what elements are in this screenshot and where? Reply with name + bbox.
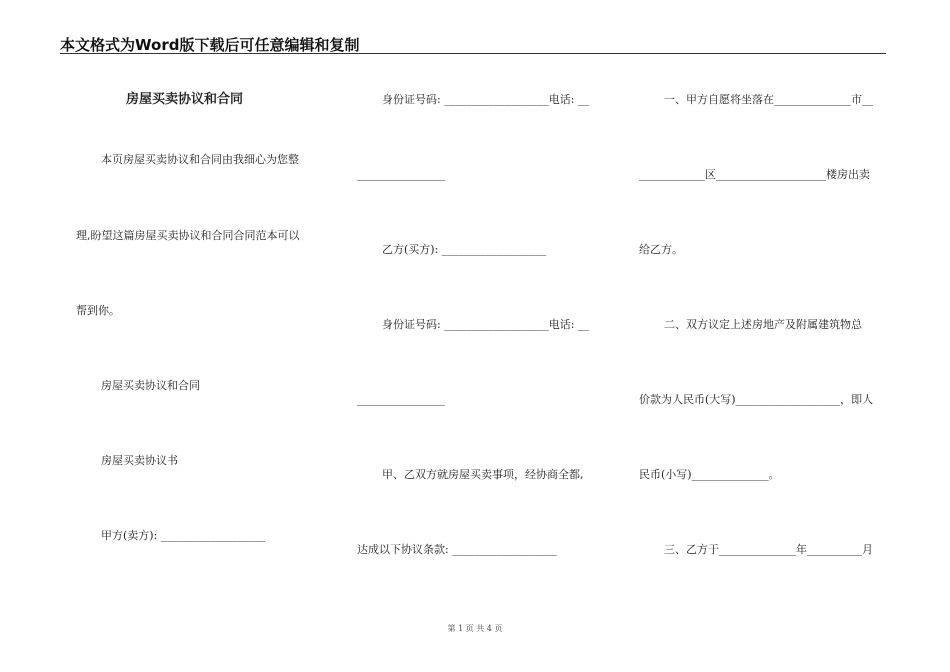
col1-subtitle: 房屋买卖协议和合同 xyxy=(101,379,200,392)
buyer-id-phone-field: 身份证号码: ___________________电话: __ xyxy=(382,318,589,331)
clause-2-line-2: 价款为人民币(大写)___________________，即人 xyxy=(639,393,874,406)
clause-1-line-3: 给乙方。 xyxy=(639,243,683,256)
seller-field: 甲方(卖方): ___________________ xyxy=(101,529,266,542)
page-number: 第 1 页 共 4 页 xyxy=(447,624,503,633)
header-title: 本文格式为Word版下载后可任意编辑和复制 xyxy=(60,36,360,54)
seller-phone-continuation: ________________ xyxy=(357,168,445,181)
header-divider xyxy=(60,53,886,54)
col2-agreement-terms: 达成以下协议条款: ___________________ xyxy=(357,543,557,556)
col1-paragraph-line-3: 帮到你。 xyxy=(76,304,120,317)
col1-paragraph-line-2: 理,盼望这篇房屋买卖协议和合同合同范本可以 xyxy=(76,229,300,242)
clause-1-line-1: 一、甲方自愿将坐落在______________市__ xyxy=(664,93,873,106)
col2-agreement-intro: 甲、乙双方就房屋买卖事项，经协商全都, xyxy=(382,468,584,481)
clause-1-line-2: ____________区____________________楼房出卖 xyxy=(639,168,870,181)
buyer-field: 乙方(买方): ___________________ xyxy=(382,243,547,256)
clause-2-line-3: 民币(小写)______________。 xyxy=(639,468,780,481)
document-title: 房屋买卖协议和合同 xyxy=(126,92,244,107)
clause-2-line-1: 二、双方议定上述房地产及附属建筑物总 xyxy=(664,318,862,331)
seller-id-phone-field: 身份证号码: ___________________电话: __ xyxy=(382,93,589,106)
col1-paragraph-line-1: 本页房屋买卖协议和合同由我细心为您整 xyxy=(101,153,299,166)
buyer-phone-continuation: ________________ xyxy=(357,393,445,406)
clause-3-line-1: 三、乙方于______________年__________月 xyxy=(664,543,873,556)
col1-agreement-heading: 房屋买卖协议书 xyxy=(101,454,178,467)
